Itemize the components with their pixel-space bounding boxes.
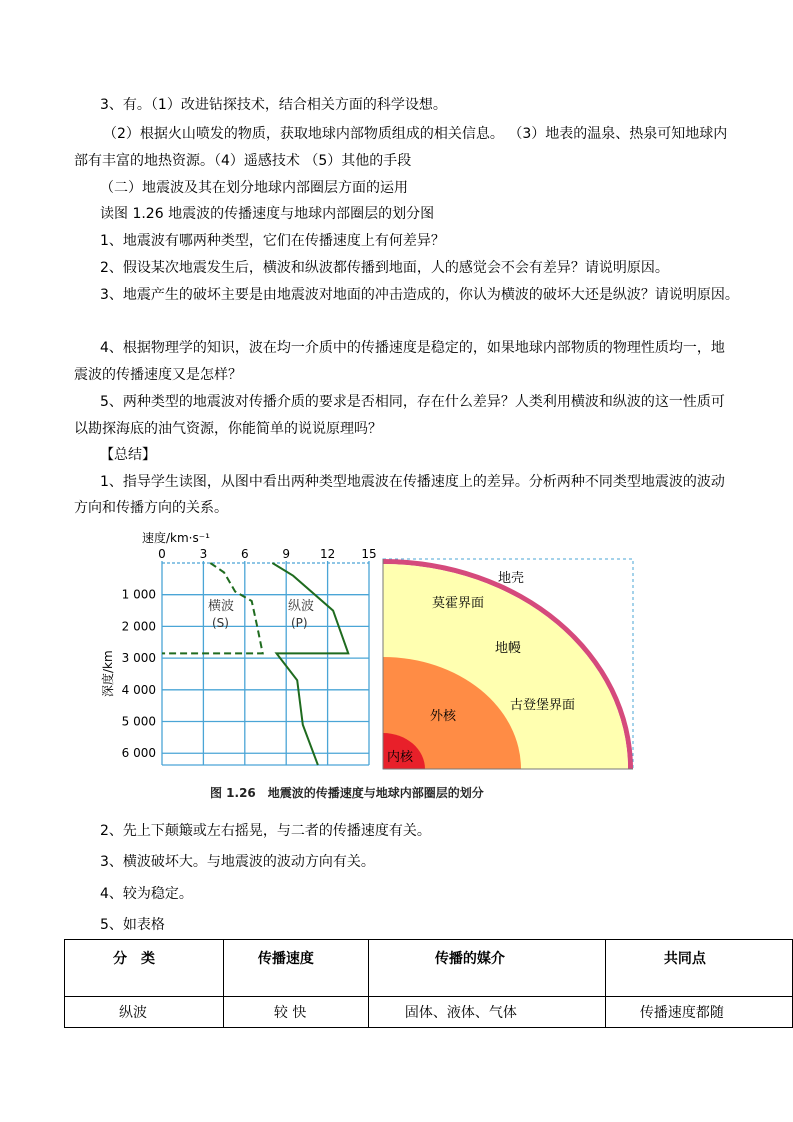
- outer-core-label: 外核: [430, 709, 457, 724]
- question-1: 1、地震波有哪两种类型，它们在传播速度上有何差异？: [100, 233, 445, 249]
- answer-3-part2: （2）根据火山喷发的物质，获取地球内部物质组成的相关信息。 （3）地表的温泉、热泉可知地球内: [103, 126, 728, 142]
- earth-cross-section: [383, 559, 633, 769]
- mantle-label: 地幔: [495, 641, 522, 656]
- crust-label: 地壳: [498, 571, 525, 586]
- x-tick-label: 12: [319, 547, 336, 561]
- y-tick-label: 3 000: [121, 651, 156, 666]
- s-wave-label: 横波: [208, 599, 235, 614]
- table-cell: 纵波: [65, 997, 224, 1028]
- figure-instruction: 读图 1.26 地震波的传播速度与地球内部圈层的划分图: [100, 206, 435, 222]
- s-wave-sub: (S): [212, 616, 229, 630]
- summary-heading: 【总结】: [100, 447, 156, 463]
- x-tick-label: 9: [282, 547, 291, 561]
- x-tick-label: 3: [199, 547, 208, 561]
- x-tick-label: 6: [240, 547, 249, 561]
- table-cell: 较 快: [223, 997, 368, 1028]
- answer-3: 3、有。（1）改进钻探技术，结合相关方面的科学设想。: [100, 97, 447, 113]
- answer-3-part2-cont: 部有丰富的地热资源。（4）遥感技术 （5）其他的手段: [74, 153, 412, 169]
- x-tick-label: 0: [158, 547, 166, 561]
- answer-2: 2、先上下颠簸或左右摇晃，与二者的传播速度有关。: [100, 823, 431, 839]
- table-cell: 传播速度都随: [605, 997, 792, 1028]
- summary-1-cont: 方向和传播方向的关系。: [74, 500, 228, 516]
- table-header-cell: 共同点: [605, 940, 792, 997]
- table-header-row: [65, 940, 793, 997]
- answer-5: 5、如表格: [100, 917, 165, 933]
- table-header-cell: 传播的媒介: [368, 940, 605, 997]
- table-cell: 固体、液体、气体: [368, 997, 605, 1028]
- question-5: 5、两种类型的地震波对传播介质的要求是否相同，存在什么差异？人类利用横波和纵波的这一性质可: [100, 394, 725, 410]
- question-4-cont: 震波的传播速度又是怎样？: [74, 367, 242, 383]
- x-axis-label: 速度/km·s⁻¹: [142, 531, 210, 545]
- table-row: [65, 997, 793, 1028]
- p-wave-sub: (P): [291, 616, 308, 630]
- summary-1: 1、指导学生读图，从图中看出两种类型地震波在传播速度上的差异。分析两种不同类型地震波的波动: [100, 474, 725, 490]
- y-tick-label: 4 000: [121, 682, 156, 697]
- table-header-cell: 分 类: [65, 940, 224, 997]
- question-4: 4、根据物理学的知识，波在均一介质中的传播速度是稳定的，如果地球内部物质的物理性质均一，地: [100, 340, 725, 356]
- question-3: 3、地震产生的破坏主要是由地震波对地面的冲击造成的，你认为横波的破坏大还是纵波？请说明原因。: [100, 287, 739, 303]
- y-axis-label: 深度/km: [101, 650, 115, 697]
- moho-label: 莫霍界面: [432, 596, 485, 611]
- y-tick-label: 6 000: [121, 746, 156, 761]
- y-tick-label: 1 000: [121, 587, 156, 602]
- question-2: 2、假设某次地震发生后，横波和纵波都传播到地面，人的感觉会不会有差异？请说明原因。: [100, 260, 669, 276]
- p-wave-label: 纵波: [288, 599, 315, 614]
- figure-caption: 图 1.26 地震波的传播速度与地球内部圈层的划分: [210, 786, 484, 800]
- answer-4: 4、较为稳定。: [100, 886, 193, 902]
- question-5-cont: 以勘探海底的油气资源，你能简单的说说原理吗？: [74, 421, 382, 437]
- gutenberg-label: 古登堡界面: [510, 698, 576, 713]
- y-tick-label: 5 000: [121, 714, 156, 729]
- y-tick-label: 2 000: [121, 619, 156, 634]
- x-tick-label: 15: [361, 547, 377, 561]
- answer-3b: 3、横波破坏大。与地震波的波动方向有关。: [100, 854, 375, 870]
- wave-comparison-table: [64, 939, 793, 1028]
- inner-core-label: 内核: [387, 750, 414, 765]
- seismic-wave-figure: [100, 527, 645, 813]
- table-header-cell: 传播速度: [223, 940, 368, 997]
- section-heading: （二）地震波及其在划分地球内部圈层方面的运用: [100, 180, 408, 196]
